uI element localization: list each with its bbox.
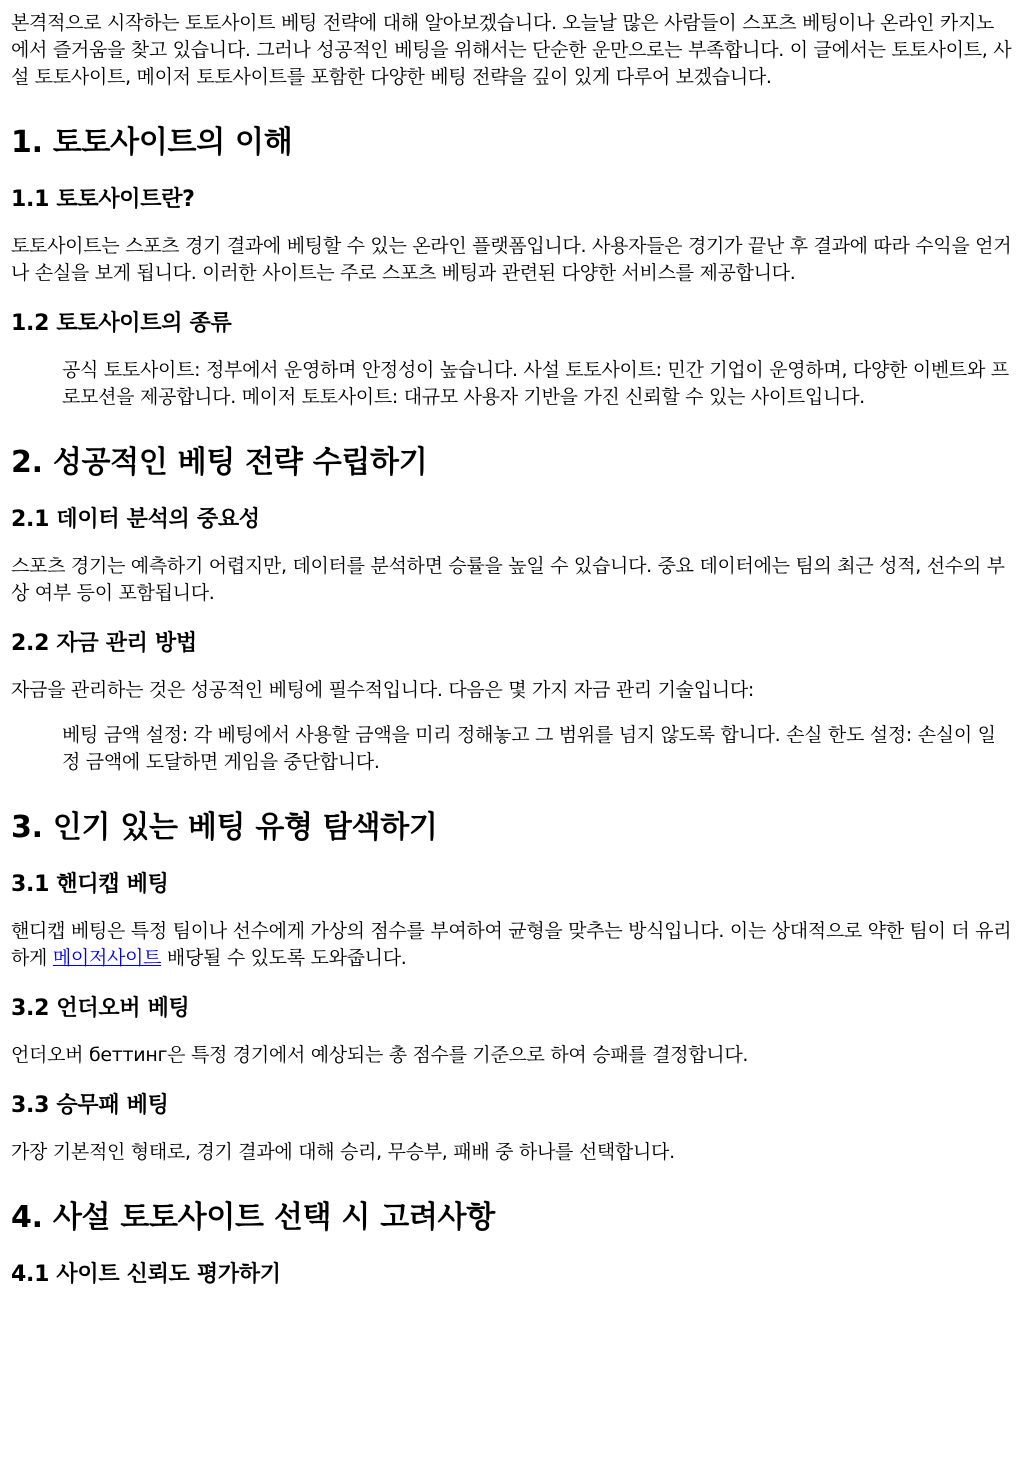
section-3-1-text-after: 배당될 수 있도록 도와줍니다. bbox=[161, 947, 407, 969]
section-1-heading: 1. 토토사이트의 이해 bbox=[11, 125, 293, 160]
section-2-2-heading: 2.2 자금 관리 방법 bbox=[11, 631, 197, 656]
section-3-1-heading: 3.1 핸디캡 베팅 bbox=[11, 872, 169, 897]
section-2-heading: 2. 성공적인 베팅 전략 수립하기 bbox=[11, 445, 428, 480]
section-3-heading: 3. 인기 있는 베팅 유형 탐색하기 bbox=[11, 810, 438, 845]
major-site-link[interactable]: 메이저사이트 bbox=[52, 947, 162, 969]
article bbox=[0, 10, 1024, 1290]
section-3-1-paragraph bbox=[11, 918, 1012, 972]
section-2-2-paragraph: 자금을 관리하는 것은 성공적인 베팅에 필수적입니다. 다음은 몇 가지 자금 관리 기술입니다: bbox=[11, 679, 754, 701]
section-1-1-paragraph: 토토사이트는 스포츠 경기 결과에 베팅할 수 있는 온라인 플랫폼입니다. 사용자들은 경기가 끝난 후 결과에 따라 수익을 얻거나 손실을 보게 됩니다. 이러한 사이트는 주로 스포츠 베팅과 관련된 다양한 서비스를 제공합니다. bbox=[11, 235, 1012, 284]
section-1-2-heading: 1.2 토토사이트의 종류 bbox=[11, 311, 232, 336]
section-3-3-paragraph: 가장 기본적인 형태로, 경기 결과에 대해 승리, 무승부, 패배 중 하나를 선택합니다. bbox=[11, 1141, 675, 1163]
section-3-2-paragraph: 언더오버 беттинг은 특정 경기에서 예상되는 총 점수를 기준으로 하여 승패를 결정합니다. bbox=[11, 1044, 749, 1066]
section-1-1-heading: 1.1 토토사이트란? bbox=[11, 187, 195, 212]
section-4-heading: 4. 사설 토토사이트 선택 시 고려사항 bbox=[11, 1200, 495, 1235]
section-3-2-heading: 3.2 언더오버 베팅 bbox=[11, 996, 190, 1021]
section-3-1-text-before: 핸디캡 베팅은 특정 팀이나 선수에게 가상의 점수를 부여하여 균형을 맞추는 방식입니다. 이는 상대적으로 약한 팀이 더 유리하게 bbox=[11, 920, 1012, 969]
section-2-1-heading: 2.1 데이터 분석의 중요성 bbox=[11, 507, 260, 532]
section-2-1-paragraph: 스포츠 경기는 예측하기 어렵지만, 데이터를 분석하면 승률을 높일 수 있습니다. 중요 데이터에는 팀의 최근 성적, 선수의 부상 여부 등이 포함됩니다. bbox=[11, 555, 1005, 604]
section-3-3-heading: 3.3 승무패 베팅 bbox=[11, 1093, 169, 1118]
intro-paragraph: 본격적으로 시작하는 토토사이트 베팅 전략에 대해 알아보겠습니다. 오늘날 많은 사람들이 스포츠 베팅이나 온라인 카지노에서 즐거움을 찾고 있습니다. 그러나 성공적인 베팅을 위해서는 단순한 운만으로는 부족합니다. 이 글에서는 토토사이트, 사설 토토사이트, 메이저 토토사이트를 포함한 다양한 베팅 전략을 깊이 있게 다루어 보겠습니다. bbox=[11, 12, 1012, 88]
section-2-2-quote: 베팅 금액 설정: 각 베팅에서 사용할 금액을 미리 정해놓고 그 범위를 넘지 않도록 합니다. 손실 한도 설정: 손실이 일정 금액에 도달하면 게임을 중단합니다. bbox=[62, 724, 996, 773]
section-1-2-quote: 공식 토토사이트: 정부에서 운영하며 안정성이 높습니다. 사설 토토사이트: 민간 기업이 운영하며, 다양한 이벤트와 프로모션을 제공합니다. 메이저 토토사이트: 대규모 사용자 기반을 가진 신뢰할 수 있는 사이트입니다. bbox=[62, 359, 1009, 408]
section-4-1-heading: 4.1 사이트 신뢰도 평가하기 bbox=[11, 1262, 281, 1287]
